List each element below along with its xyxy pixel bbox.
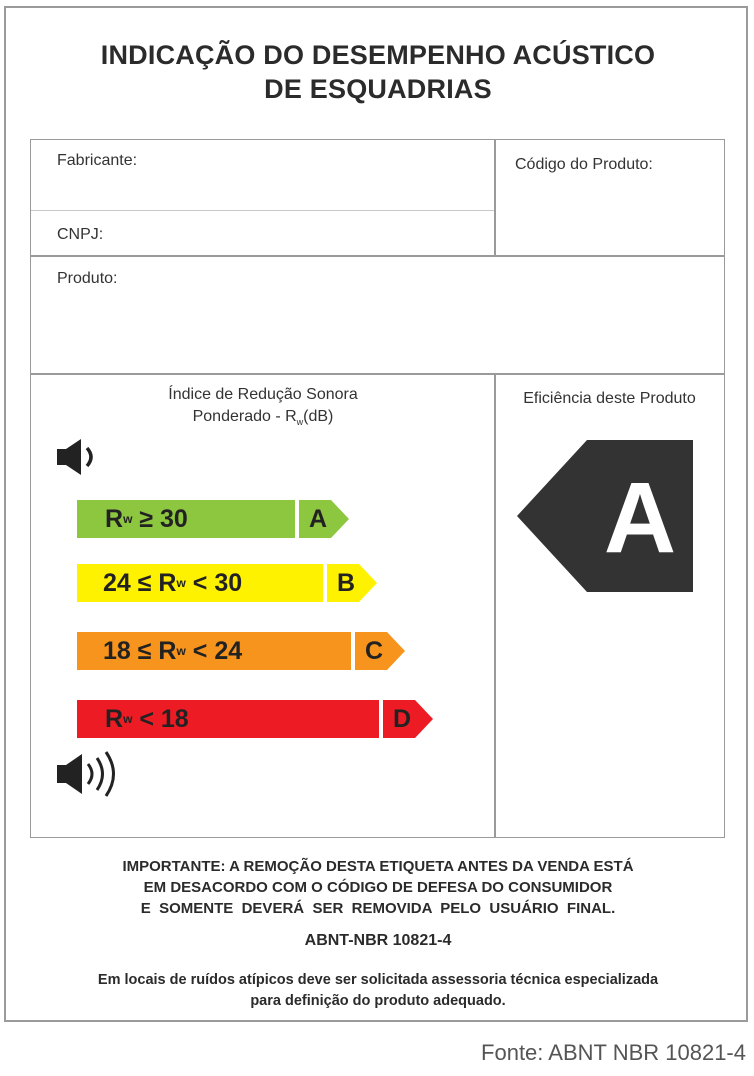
index-caption (31, 384, 495, 433)
codigo-label: Código do Produto: (515, 156, 653, 173)
divider (31, 210, 495, 211)
footer-line-1: Em locais de ruídos atípicos deve ser solicitada assessoria técnica especializada (97, 972, 659, 988)
notice-line-3: E SOMENTE DEVERÁ SER REMOVIDA PELO USUÁRIO FINAL. (140, 900, 616, 917)
bar-a-sub: w (123, 512, 133, 526)
bar-c-range (77, 632, 351, 670)
speaker-loud-icon (55, 746, 139, 802)
title-line-1: INDICAÇÃO DO DESEMPENHO ACÚSTICO (100, 40, 656, 70)
notice-line-1: IMPORTANTE: A REMOÇÃO DESTA ETIQUETA ANTES DA VENDA ESTÁ (122, 858, 634, 875)
bar-d-post: < 18 (132, 704, 189, 733)
bar-c-sub: w (176, 644, 186, 658)
bar-b-sub: w (176, 576, 186, 590)
bar-b-range (77, 564, 323, 602)
footer-line-2: para definição do produto adequado. (250, 993, 506, 1009)
bar-a-post: ≥ 30 (132, 504, 188, 533)
footer-note (6, 970, 750, 1012)
title-line-2: DE ESQUADRIAS (264, 74, 492, 104)
bar-d-r: R (105, 704, 124, 733)
source-caption: Fonte: ABNT NBR 10821-4 (481, 1040, 746, 1065)
efficiency-box (494, 373, 725, 838)
index-line-2 (31, 406, 495, 433)
manufacturer-box (30, 139, 496, 257)
fabricante-label: Fabricante: (57, 152, 138, 169)
efficiency-label: Eficiência deste Produto (523, 390, 696, 407)
bar-d-sub: w (123, 712, 133, 726)
bar-b-pre: 24 ≤ (103, 568, 159, 597)
bar-c-pre: 18 ≤ (103, 636, 159, 665)
index-line-1: Índice de Redução Sonora (168, 386, 358, 403)
speaker-quiet-icon (55, 436, 107, 478)
efficiency-grade-letter: A (603, 462, 677, 574)
rating-box (30, 373, 496, 838)
bar-a-grade: A (299, 500, 331, 538)
label-title (6, 38, 750, 106)
bar-a-r: R (105, 504, 124, 533)
bar-c-r: R (158, 636, 177, 665)
bar-d-grade: D (383, 700, 415, 738)
acoustic-label (4, 6, 748, 1022)
bar-b-post: < 30 (185, 568, 243, 597)
index-line-2-unit: (dB) (303, 408, 334, 425)
index-subscript: w (296, 417, 304, 428)
product-code-box (494, 139, 725, 257)
bar-c-grade: C (355, 632, 387, 670)
index-line-2-text: Ponderado - R (192, 408, 297, 425)
bar-c-post: < 24 (185, 636, 243, 665)
bar-d-range (77, 700, 379, 738)
bar-b-grade: B (327, 564, 359, 602)
notice-line-2: EM DESACORDO COM O CÓDIGO DE DEFESA DO CONSUMIDOR (143, 879, 613, 896)
bar-b-r: R (158, 568, 177, 597)
bar-a-range (77, 500, 295, 538)
standard-reference: ABNT-NBR 10821-4 (304, 932, 452, 949)
important-notice (6, 856, 750, 919)
produto-label: Produto: (57, 270, 118, 287)
cnpj-label: CNPJ: (57, 226, 104, 243)
product-box (30, 255, 725, 375)
